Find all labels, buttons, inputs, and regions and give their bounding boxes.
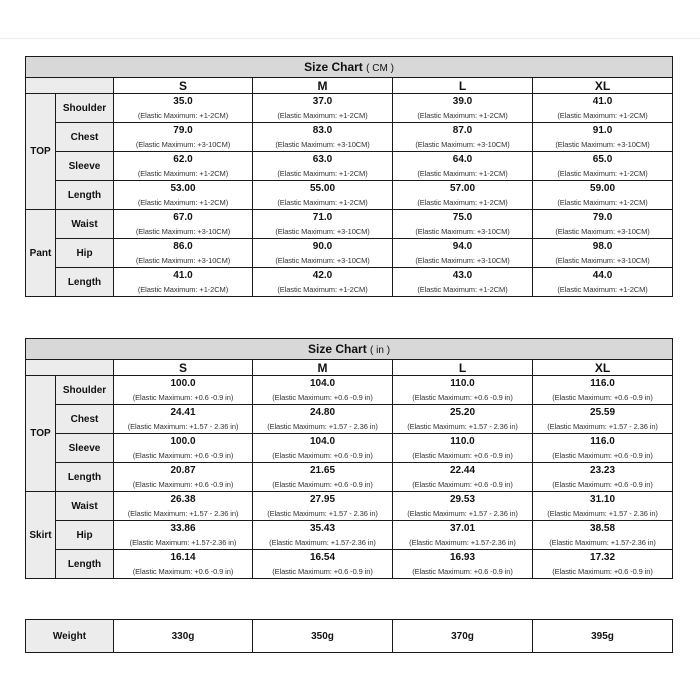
measure-value: 59.00 bbox=[533, 181, 673, 196]
chart-title-row bbox=[26, 339, 673, 360]
elastic-note: (Elastic Maximum: +1.57-2.36 in) bbox=[114, 535, 253, 550]
measure-value: 110.0 bbox=[393, 434, 533, 449]
measure-label-hip: Hip bbox=[56, 521, 114, 550]
measure-value: 42.0 bbox=[253, 268, 393, 283]
measure-value: 31.10 bbox=[533, 492, 673, 507]
measure-value: 83.0 bbox=[253, 123, 393, 138]
weight-value-l: 370g bbox=[393, 620, 533, 653]
elastic-note: (Elastic Maximum: +1-2CM) bbox=[114, 166, 253, 181]
measure-value: 27.95 bbox=[253, 492, 393, 507]
size-header-s: S bbox=[114, 78, 253, 94]
size-header-xl: XL bbox=[533, 360, 673, 376]
elastic-note: (Elastic Maximum: +1-2CM) bbox=[393, 108, 533, 123]
elastic-note: (Elastic Maximum: +0.6 -0.9 in) bbox=[393, 448, 533, 463]
measure-value: 44.0 bbox=[533, 268, 673, 283]
size-header-m: M bbox=[253, 78, 393, 94]
elastic-note: (Elastic Maximum: +0.6 -0.9 in) bbox=[533, 390, 673, 405]
elastic-note: (Elastic Maximum: +1.57 - 2.36 in) bbox=[253, 506, 393, 521]
measure-value: 64.0 bbox=[393, 152, 533, 167]
measure-value: 35.0 bbox=[114, 94, 253, 109]
elastic-note: (Elastic Maximum: +1-2CM) bbox=[114, 195, 253, 210]
measure-value: 71.0 bbox=[253, 210, 393, 225]
measure-value-row bbox=[26, 405, 673, 420]
measure-value: 53.00 bbox=[114, 181, 253, 196]
measure-value: 116.0 bbox=[533, 434, 673, 449]
elastic-note: (Elastic Maximum: +1-2CM) bbox=[533, 166, 673, 181]
elastic-note-row bbox=[26, 224, 673, 239]
elastic-note: (Elastic Maximum: +1-2CM) bbox=[253, 166, 393, 181]
measure-value: 16.14 bbox=[114, 550, 253, 565]
measure-value: 94.0 bbox=[393, 239, 533, 254]
chart-title bbox=[26, 57, 673, 78]
measure-value: 43.0 bbox=[393, 268, 533, 283]
measure-label-waist: Waist bbox=[56, 492, 114, 521]
measure-value-row bbox=[26, 123, 673, 138]
elastic-note: (Elastic Maximum: +1-2CM) bbox=[253, 108, 393, 123]
elastic-note-row bbox=[26, 419, 673, 434]
measure-value: 63.0 bbox=[253, 152, 393, 167]
measure-value: 24.41 bbox=[114, 405, 253, 420]
group-label-top: TOP bbox=[26, 376, 56, 492]
measure-value: 79.0 bbox=[114, 123, 253, 138]
elastic-note: (Elastic Maximum: +1-2CM) bbox=[393, 166, 533, 181]
measure-value-row bbox=[26, 376, 673, 391]
measure-value: 37.01 bbox=[393, 521, 533, 536]
weight-table bbox=[25, 619, 673, 653]
weight-row bbox=[26, 620, 673, 653]
measure-label-shoulder: Shoulder bbox=[56, 376, 114, 405]
elastic-note: (Elastic Maximum: +3-10CM) bbox=[393, 137, 533, 152]
elastic-note-row bbox=[26, 108, 673, 123]
size-header-l: L bbox=[393, 360, 533, 376]
measure-label-sleeve: Sleeve bbox=[56, 152, 114, 181]
elastic-note-row bbox=[26, 477, 673, 492]
measure-label-hip: Hip bbox=[56, 239, 114, 268]
elastic-note: (Elastic Maximum: +1-2CM) bbox=[114, 282, 253, 297]
measure-value: 100.0 bbox=[114, 376, 253, 391]
size-header-l: L bbox=[393, 78, 533, 94]
measure-label-length: Length bbox=[56, 550, 114, 579]
measure-value: 16.93 bbox=[393, 550, 533, 565]
chart-title-text: Size Chart bbox=[304, 60, 363, 74]
measure-value-row bbox=[26, 434, 673, 449]
measure-value: 90.0 bbox=[253, 239, 393, 254]
measure-value: 104.0 bbox=[253, 434, 393, 449]
measure-value: 25.20 bbox=[393, 405, 533, 420]
top-divider bbox=[0, 38, 700, 39]
measure-value: 86.0 bbox=[114, 239, 253, 254]
size-header-s: S bbox=[114, 360, 253, 376]
elastic-note: (Elastic Maximum: +1.57 - 2.36 in) bbox=[114, 506, 253, 521]
elastic-note: (Elastic Maximum: +0.6 -0.9 in) bbox=[533, 564, 673, 579]
measure-value: 38.58 bbox=[533, 521, 673, 536]
elastic-note-row bbox=[26, 137, 673, 152]
measure-value: 87.0 bbox=[393, 123, 533, 138]
size-header-row bbox=[26, 78, 673, 94]
elastic-note: (Elastic Maximum: +1-2CM) bbox=[114, 108, 253, 123]
measure-value: 65.0 bbox=[533, 152, 673, 167]
measure-value: 110.0 bbox=[393, 376, 533, 391]
elastic-note: (Elastic Maximum: +0.6 -0.9 in) bbox=[114, 390, 253, 405]
elastic-note: (Elastic Maximum: +1.57 - 2.36 in) bbox=[533, 506, 673, 521]
measure-label-shoulder: Shoulder bbox=[56, 94, 114, 123]
chart-unit: ( CM ) bbox=[366, 63, 394, 74]
measure-value-row bbox=[26, 94, 673, 109]
elastic-note: (Elastic Maximum: +3-10CM) bbox=[253, 137, 393, 152]
chart-unit: ( in ) bbox=[370, 345, 391, 356]
measure-value: 35.43 bbox=[253, 521, 393, 536]
measure-value: 24.80 bbox=[253, 405, 393, 420]
size-header-row bbox=[26, 360, 673, 376]
chart-title bbox=[26, 339, 673, 360]
measure-label-chest: Chest bbox=[56, 405, 114, 434]
measure-label-chest: Chest bbox=[56, 123, 114, 152]
elastic-note: (Elastic Maximum: +0.6 -0.9 in) bbox=[533, 448, 673, 463]
elastic-note: (Elastic Maximum: +0.6 -0.9 in) bbox=[253, 448, 393, 463]
elastic-note: (Elastic Maximum: +3-10CM) bbox=[393, 253, 533, 268]
elastic-note: (Elastic Maximum: +1-2CM) bbox=[533, 282, 673, 297]
weight-value-xl: 395g bbox=[533, 620, 673, 653]
elastic-note: (Elastic Maximum: +0.6 -0.9 in) bbox=[114, 564, 253, 579]
measure-value: 16.54 bbox=[253, 550, 393, 565]
elastic-note-row bbox=[26, 166, 673, 181]
measure-label-length: Length bbox=[56, 181, 114, 210]
measure-value: 33.86 bbox=[114, 521, 253, 536]
elastic-note: (Elastic Maximum: +1.57 - 2.36 in) bbox=[253, 419, 393, 434]
elastic-note: (Elastic Maximum: +0.6 -0.9 in) bbox=[393, 477, 533, 492]
measure-value: 62.0 bbox=[114, 152, 253, 167]
header-blank-cell bbox=[26, 360, 114, 376]
group-label-pant: Pant bbox=[26, 210, 56, 297]
elastic-note-row bbox=[26, 282, 673, 297]
size-header-m: M bbox=[253, 360, 393, 376]
elastic-note-row bbox=[26, 390, 673, 405]
measure-value-row bbox=[26, 268, 673, 283]
weight-value-s: 330g bbox=[114, 620, 253, 653]
size-chart-inch-table bbox=[25, 338, 673, 579]
elastic-note-row bbox=[26, 448, 673, 463]
measure-value: 29.53 bbox=[393, 492, 533, 507]
elastic-note-row bbox=[26, 253, 673, 268]
elastic-note: (Elastic Maximum: +0.6 -0.9 in) bbox=[393, 390, 533, 405]
measure-value-row bbox=[26, 550, 673, 565]
size-chart-cm-table bbox=[25, 56, 673, 297]
measure-value-row bbox=[26, 210, 673, 225]
measure-value: 79.0 bbox=[533, 210, 673, 225]
elastic-note: (Elastic Maximum: +0.6 -0.9 in) bbox=[393, 564, 533, 579]
measure-value: 26.38 bbox=[114, 492, 253, 507]
measure-label-length: Length bbox=[56, 268, 114, 297]
elastic-note: (Elastic Maximum: +3-10CM) bbox=[114, 137, 253, 152]
measure-value-row bbox=[26, 181, 673, 196]
measure-value: 100.0 bbox=[114, 434, 253, 449]
measure-value: 55.00 bbox=[253, 181, 393, 196]
elastic-note: (Elastic Maximum: +3-10CM) bbox=[114, 224, 253, 239]
measure-value: 25.59 bbox=[533, 405, 673, 420]
measure-value: 21.65 bbox=[253, 463, 393, 478]
measure-value: 39.0 bbox=[393, 94, 533, 109]
measure-value: 75.0 bbox=[393, 210, 533, 225]
elastic-note: (Elastic Maximum: +1-2CM) bbox=[533, 195, 673, 210]
weight-value-m: 350g bbox=[253, 620, 393, 653]
elastic-note-row bbox=[26, 506, 673, 521]
elastic-note: (Elastic Maximum: +3-10CM) bbox=[533, 137, 673, 152]
measure-label-sleeve: Sleeve bbox=[56, 434, 114, 463]
measure-value: 98.0 bbox=[533, 239, 673, 254]
measure-value-row bbox=[26, 239, 673, 254]
elastic-note: (Elastic Maximum: +1-2CM) bbox=[393, 282, 533, 297]
measure-value-row bbox=[26, 521, 673, 536]
elastic-note-row bbox=[26, 535, 673, 550]
elastic-note: (Elastic Maximum: +1.57 - 2.36 in) bbox=[114, 419, 253, 434]
elastic-note: (Elastic Maximum: +0.6 -0.9 in) bbox=[253, 564, 393, 579]
measure-value-row bbox=[26, 152, 673, 167]
elastic-note: (Elastic Maximum: +3-10CM) bbox=[533, 224, 673, 239]
measure-value: 17.32 bbox=[533, 550, 673, 565]
elastic-note: (Elastic Maximum: +1-2CM) bbox=[393, 195, 533, 210]
elastic-note: (Elastic Maximum: +1.57 - 2.36 in) bbox=[393, 419, 533, 434]
measure-value: 23.23 bbox=[533, 463, 673, 478]
measure-value-row bbox=[26, 463, 673, 478]
elastic-note: (Elastic Maximum: +3-10CM) bbox=[253, 253, 393, 268]
group-label-skirt: Skirt bbox=[26, 492, 56, 579]
group-label-top: TOP bbox=[26, 94, 56, 210]
elastic-note: (Elastic Maximum: +3-10CM) bbox=[393, 224, 533, 239]
size-header-xl: XL bbox=[533, 78, 673, 94]
elastic-note: (Elastic Maximum: +3-10CM) bbox=[253, 224, 393, 239]
elastic-note: (Elastic Maximum: +3-10CM) bbox=[114, 253, 253, 268]
elastic-note-row bbox=[26, 195, 673, 210]
weight-label: Weight bbox=[26, 620, 114, 653]
measure-label-length: Length bbox=[56, 463, 114, 492]
elastic-note: (Elastic Maximum: +1.57-2.36 in) bbox=[393, 535, 533, 550]
elastic-note: (Elastic Maximum: +0.6 -0.9 in) bbox=[114, 448, 253, 463]
elastic-note: (Elastic Maximum: +1.57-2.36 in) bbox=[533, 535, 673, 550]
measure-value: 57.00 bbox=[393, 181, 533, 196]
elastic-note: (Elastic Maximum: +1.57 - 2.36 in) bbox=[393, 506, 533, 521]
measure-value: 91.0 bbox=[533, 123, 673, 138]
header-blank-cell bbox=[26, 78, 114, 94]
elastic-note: (Elastic Maximum: +1.57-2.36 in) bbox=[253, 535, 393, 550]
measure-value: 41.0 bbox=[533, 94, 673, 109]
measure-value: 104.0 bbox=[253, 376, 393, 391]
measure-value: 37.0 bbox=[253, 94, 393, 109]
measure-value: 116.0 bbox=[533, 376, 673, 391]
elastic-note: (Elastic Maximum: +3-10CM) bbox=[533, 253, 673, 268]
measure-label-waist: Waist bbox=[56, 210, 114, 239]
measure-value: 20.87 bbox=[114, 463, 253, 478]
elastic-note: (Elastic Maximum: +1-2CM) bbox=[253, 195, 393, 210]
elastic-note: (Elastic Maximum: +0.6 -0.9 in) bbox=[253, 390, 393, 405]
chart-title-text: Size Chart bbox=[308, 342, 367, 356]
elastic-note: (Elastic Maximum: +0.6 -0.9 in) bbox=[253, 477, 393, 492]
measure-value: 67.0 bbox=[114, 210, 253, 225]
measure-value: 41.0 bbox=[114, 268, 253, 283]
chart-title-row bbox=[26, 57, 673, 78]
measure-value-row bbox=[26, 492, 673, 507]
elastic-note-row bbox=[26, 564, 673, 579]
elastic-note: (Elastic Maximum: +1-2CM) bbox=[533, 108, 673, 123]
elastic-note: (Elastic Maximum: +1.57 - 2.36 in) bbox=[533, 419, 673, 434]
elastic-note: (Elastic Maximum: +0.6 -0.9 in) bbox=[114, 477, 253, 492]
elastic-note: (Elastic Maximum: +0.6 -0.9 in) bbox=[533, 477, 673, 492]
elastic-note: (Elastic Maximum: +1-2CM) bbox=[253, 282, 393, 297]
measure-value: 22.44 bbox=[393, 463, 533, 478]
